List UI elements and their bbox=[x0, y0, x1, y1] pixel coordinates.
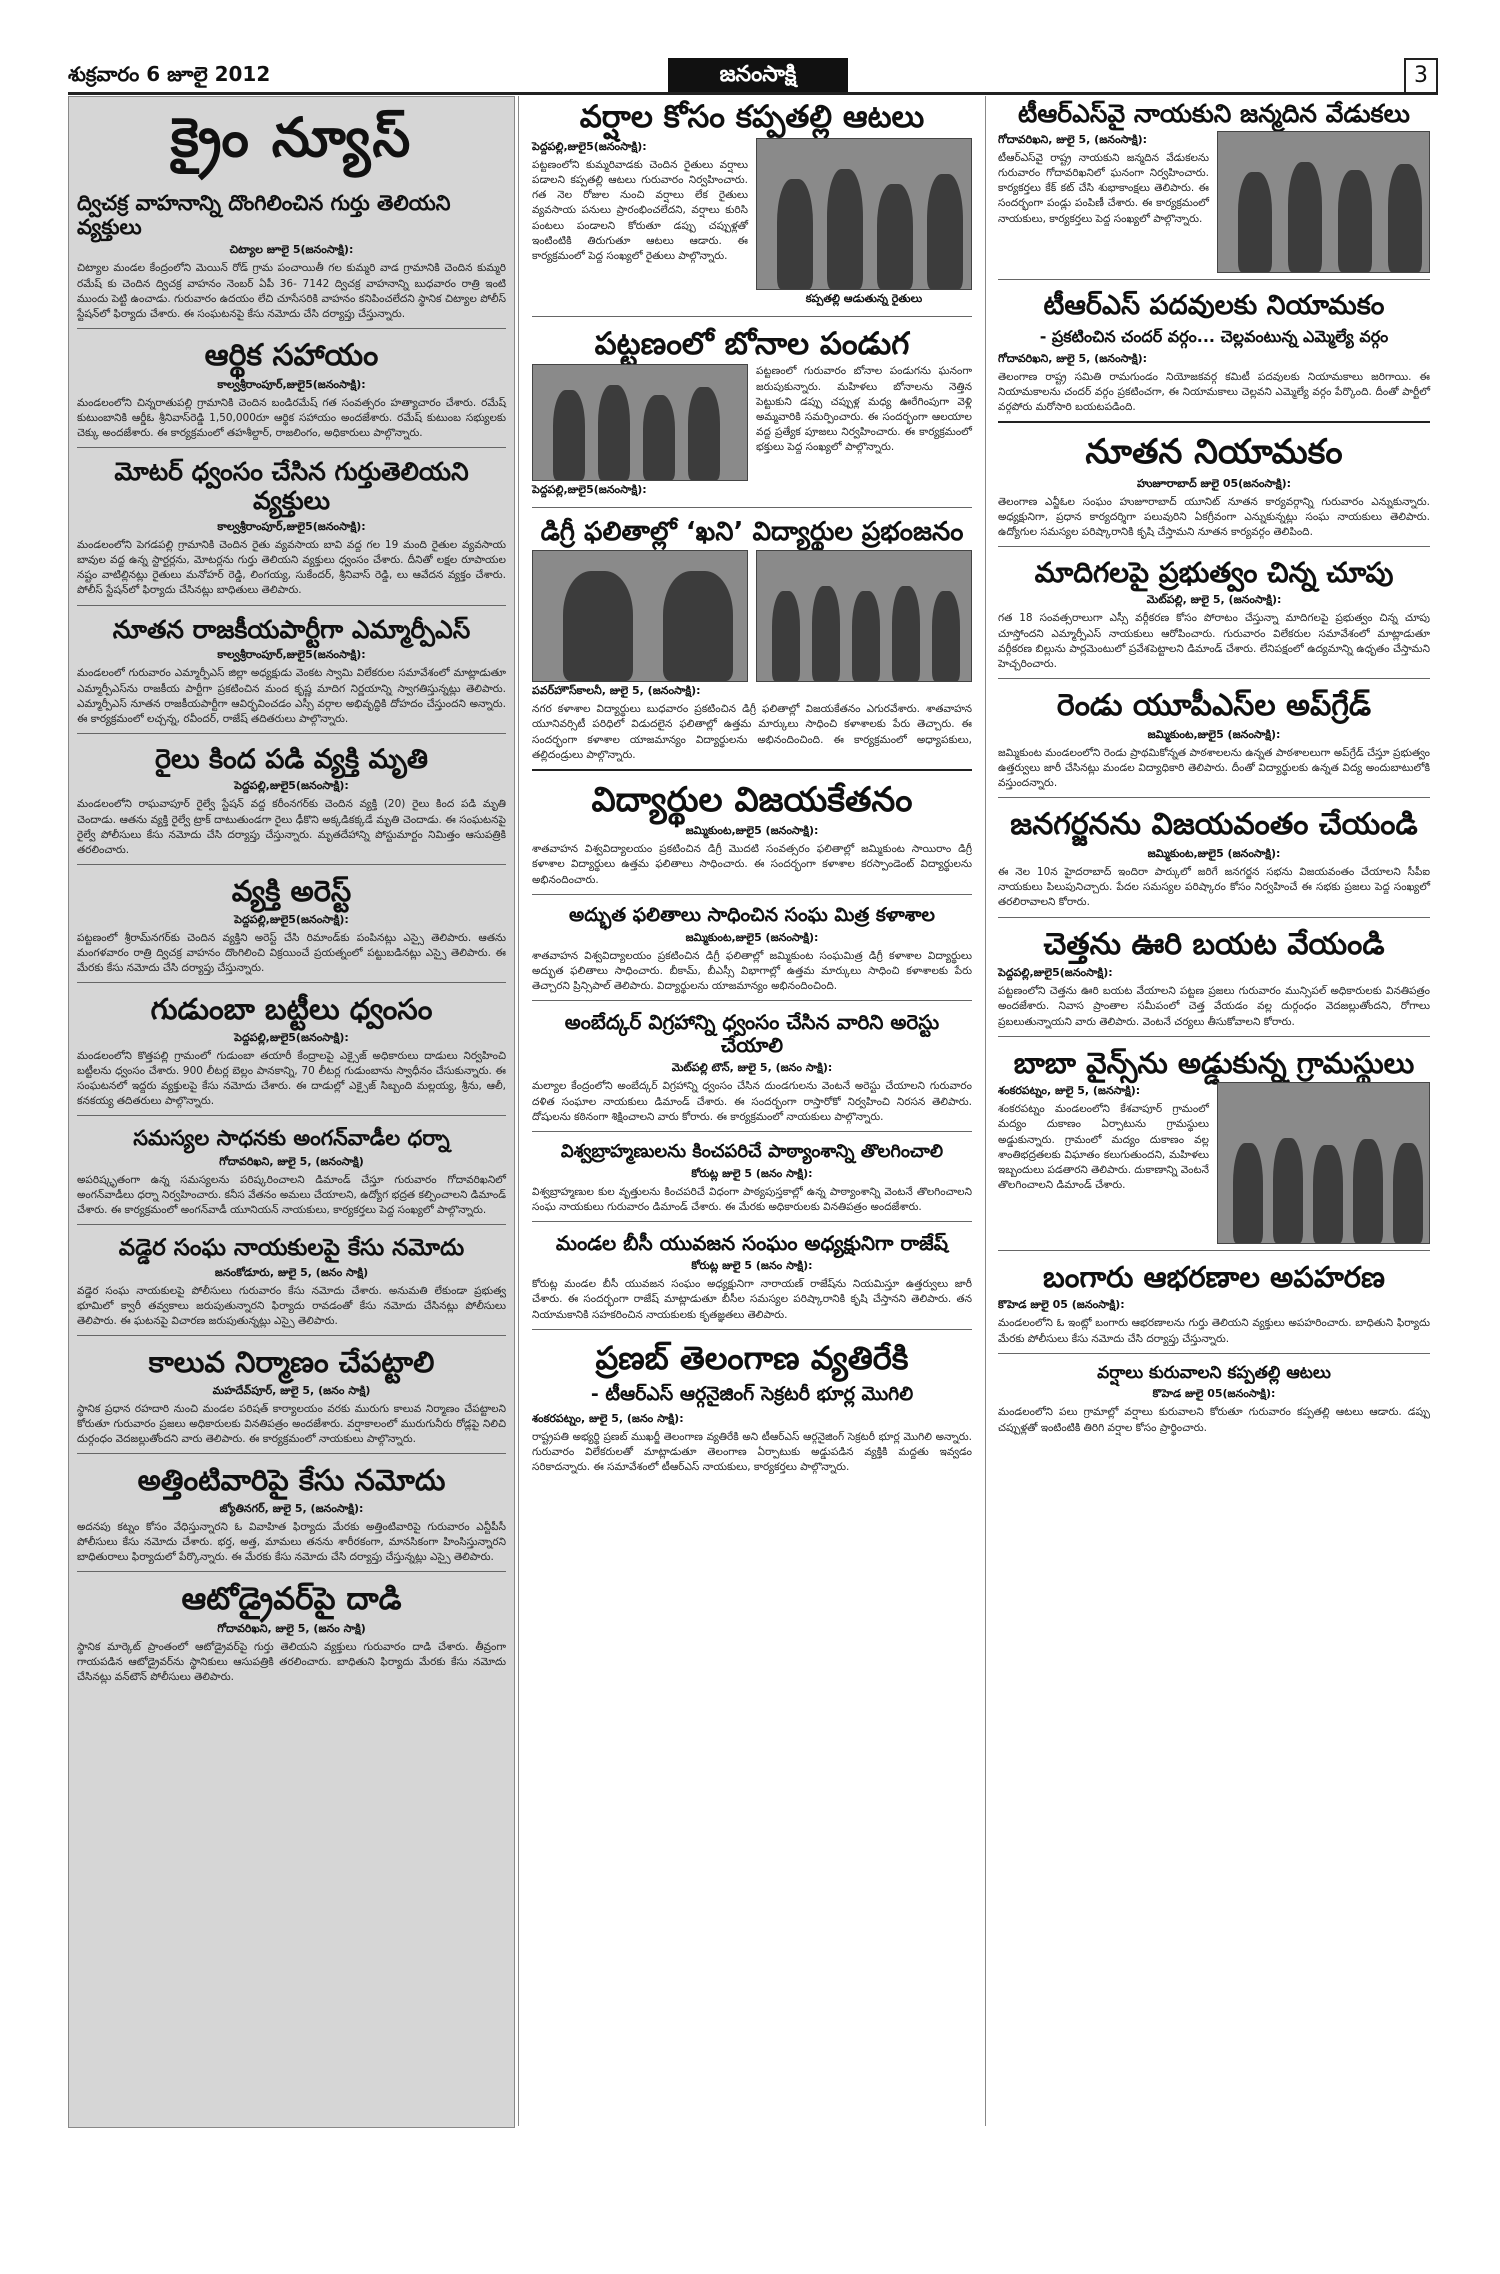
article-body: మండలంలో గురువారం ఎమ్మార్పీఎస్ జిల్లా అధ్యక్షుడు వెంకట స్వామి విలేకరుల సమావేశంలో మాట్లాడుతూ ఎమ్మార్పీఎస్‌ను రాజకీయ పార్టీగా ప్రకటించిన మంద కృష్ణ మాదిగ నిర్ణయాన్ని స్వాగతిస్తున్నట్లు తెలిపారు. ఎమ్మార్పీఎస్ నూతన రాజకీయపార్టీగా ఆవిర్భవించడం ఎస్సీ వర్గాల అభివృద్ధికి దోహదం చేస్తుందని అన్నారు. ఈ కార్యక్రమంలో లచ్చన్న, రవీందర్, రాజేష్ తదితరులు పాల్గొన్నారు. bbox=[77, 667, 506, 726]
divider bbox=[77, 1571, 506, 1572]
article-dateline: పెద్దపల్లి,జులై5(జనంసాక్షి): bbox=[234, 912, 349, 926]
article-dateline: జ్యోతినగర్, జులై 5, (జనంసాక్షి): bbox=[219, 1501, 364, 1515]
article-headline: రైలు కింద పడి వ్యక్తి మృతి bbox=[155, 744, 428, 776]
article-headline: రెండు యూపీఎస్‌ల అప్‌గ్రేడ్ bbox=[1056, 688, 1372, 724]
article bbox=[524, 777, 980, 895]
article-dateline: కాల్వశ్రీరాంపూర్,జులై5(జనంసాక్షి): bbox=[217, 648, 366, 662]
article-headline: ప్రణబ్ తెలంగాణ వ్యతిరేకి bbox=[595, 1338, 909, 1377]
article-headline: ఆటోడ్రైవర్‌పై దాడి bbox=[181, 1581, 402, 1618]
article-dateline: కాల్వశ్రీరాంపూర్,జులై5(జనంసాక్షి): bbox=[217, 377, 366, 391]
column-divider bbox=[518, 96, 519, 2126]
divider bbox=[998, 1250, 1430, 1251]
article-headline: వర్షాల కోసం కప్పతల్లి ఆటలు bbox=[579, 99, 925, 135]
divider bbox=[532, 1131, 972, 1132]
rain-ritual-photo bbox=[756, 138, 972, 290]
article-headline: మోటర్ ధ్వంసం చేసిన గుర్తుతెలియని వ్యక్తులు bbox=[114, 457, 469, 516]
divider bbox=[77, 1224, 506, 1225]
article-dateline: పెద్దపల్లి,జులై5(జనంసాక్షి): bbox=[532, 139, 647, 153]
article-body: గత 18 సంవత్సరాలుగా ఎస్సీ వర్గీకరణ కోసం పోరాటం చేస్తున్నా మాదిగలపై ప్రభుత్వం చిన్న చూపు చూస్తోందని ఎమ్మార్పీఎస్ నాయకులు ఆరోపించారు. గురువారం విలేకరుల సమావేశంలో మాట్లాడుతూ వర్గీకరణ బిల్లును పార్లమెంటులో ప్రవేశపెట్టాలని డిమాండ్ చేశారు. లేనిపక్షంలో ఉద్యమాన్ని ఉధృతం చేస్తామని హెచ్చరించారు. bbox=[998, 612, 1430, 671]
article-row bbox=[998, 1082, 1430, 1244]
divider bbox=[532, 769, 972, 771]
article-headline: కాలువ నిర్మాణం చేపట్టాలి bbox=[148, 1345, 435, 1380]
article bbox=[69, 1460, 514, 1572]
divider bbox=[998, 1036, 1430, 1037]
article bbox=[524, 901, 980, 1002]
article-dateline: కోరుట్ల జులై 5 (జనం సాక్షి): bbox=[691, 1259, 813, 1273]
article-headline: నూతన నియామకం bbox=[1085, 432, 1343, 473]
student-group-photo bbox=[756, 550, 972, 682]
article bbox=[524, 323, 980, 509]
article-dateline: గోదావరిఖని, జులై 5, (జనంసాక్షి): bbox=[998, 132, 1148, 146]
divider bbox=[998, 678, 1430, 679]
article-headline: అద్భుత ఫలితాలు సాధించిన సంఘ మిత్ర కళాశాల bbox=[569, 903, 935, 926]
article-dateline: శంకరపట్నం, జులై 5, (జనసాక్షి): bbox=[998, 1084, 1141, 1098]
article-dateline: హుజూరాబాద్ జులై 05(జనంసాక్షి): bbox=[1136, 476, 1292, 490]
article-headline: ద్విచక్ర వాహనాన్ని దొంగిలించిన గుర్తు తెలియని వ్యక్తులు bbox=[77, 191, 451, 240]
article-dateline: మెట్‌పల్లి టౌన్, జులై 5, (జనం సాక్షి): bbox=[671, 1061, 833, 1075]
article-body: మండలంలోని చిన్నరాతుపల్లి గ్రామానికి చెందిన బండిరమేష్ గత సంవత్సరం హత్యాచారం చేశారు. రమేష్ కుటుంబానికి ఆర్డీఓ శ్రీనివాస్‌రెడ్డి 1,50,000రూ ఆర్థిక సహాయం అందజేశారు. రమేష్ కుటుంబ సభ్యులకు చెక్కు అందజేశారు. ఈ కార్యక్రమంలో తహశీల్దార్, రాజలింగం, అధికారులు పాల్గొన్నారు. bbox=[77, 396, 506, 440]
article-dateline: గోదావరిఖని, జులై 5, (జనం సాక్షి) bbox=[217, 1621, 366, 1635]
article bbox=[990, 286, 1438, 424]
article-dateline: కొహెడ జులై 05(జనంసాక్షి): bbox=[1152, 1387, 1276, 1401]
article-headline: అంబేద్కర్ విగ్రహాన్ని ధ్వంసం చేసిన వారిని అరెస్టు చేయాలి bbox=[564, 1010, 940, 1058]
divider bbox=[77, 605, 506, 606]
article-body: తెలంగాణ రాష్ట్ర సమితి రామగుండం నియోజకవర్గ కమిటీ పదవులకు నియామకాలు జరిగాయి. ఈ నియామకాలను చందర్ వర్గం ప్రకటించగా, ఈ నియామకాలు చెల్లవని ఎమ్మెల్యే వర్గం పేర్కొంది. దీంతో పార్టీలో వర్గపోరు మరోసారి బయటపడింది. bbox=[998, 370, 1430, 414]
article-headline: సమస్యల సాధనకు అంగన్‌వాడీల ధర్నా bbox=[133, 1126, 450, 1151]
villagers-protest-photo bbox=[1217, 1082, 1430, 1244]
article-dateline: కాల్వశ్రీరాంపూర్,జులై5(జనంసాక్షి): bbox=[217, 519, 366, 533]
article-dateline: జమ్మికుంట,జులై5 (జనంసాక్షి): bbox=[1147, 846, 1281, 860]
article-headline: డిగ్రీ ఫలితాల్లో ‘ఖని’ విద్యార్థుల ప్రభంజనం bbox=[540, 517, 964, 548]
divider bbox=[998, 279, 1430, 280]
article-body: శాతవాహన విశ్వవిద్యాలయం ప్రకటించిన డిగ్రీ మొదటి సంవత్సరం ఫలితాల్లో జమ్మికుంట సాయిరాం డిగ్రీ కళాశాల విద్యార్థులు ఉత్తమ ఫలితాలు సాధించారు. ఈ సందర్భంగా కళాశాల కరస్పాండెంట్ విద్యార్థులను అభినందించారు. bbox=[532, 843, 972, 886]
article-headline: విద్యార్థుల విజయకేతనం bbox=[591, 780, 913, 821]
article bbox=[69, 1342, 514, 1454]
article bbox=[69, 1122, 514, 1225]
bonalu-festival-photo bbox=[532, 364, 748, 481]
article-headline: విశ్వబ్రాహ్మణులను కించపరిచే పాఠ్యాంశాన్ని తొలగించాలి bbox=[560, 1140, 944, 1162]
article-body: విశ్వబ్రాహ్మణుల కుల వృత్తులను కించపరిచే విధంగా పాఠ్యపుస్తకాల్లో ఉన్న పాఠ్యాంశాన్ని వెంటనే తొలగించాలని సంఘ నాయకులు గురువారం డిమాండ్ చేశారు. ఈ మేరకు అధికారులకు వినతిపత్రం అందజేశారు. bbox=[532, 1185, 972, 1213]
article-body: పట్టణంలోని చెత్తను ఊరి బయట వేయాలని పట్టణ ప్రజలు గురువారం మున్సిపల్ అధికారులకు వినతిపత్రం అందజేశారు. నివాస ప్రాంతాల సమీపంలో చెత్త వేయడం వల్ల దుర్గంధం వెదజల్లుతోందని, రోగాలు ప్రబలుతున్నాయని వారు తెలిపారు. వెంటనే చర్యలు తీసుకోవాలని కోరారు. bbox=[998, 985, 1430, 1028]
article-row bbox=[998, 131, 1430, 273]
middle-column bbox=[524, 96, 980, 2126]
article bbox=[69, 1231, 514, 1336]
student-portrait-photos bbox=[532, 550, 748, 682]
article-dateline: పెద్దపల్లి,జులై5(జనంసాక్షి): bbox=[234, 1030, 349, 1044]
divider bbox=[532, 1000, 972, 1001]
article-subhead: - ప్రకటించిన చందర్ వర్గం... చెల్లవంటున్న ఎమ్మెల్యే వర్గం bbox=[1039, 326, 1389, 346]
article-body: మల్యాల కేంద్రంలోని అంబేద్కర్ విగ్రహాన్ని ధ్వంసం చేసిన దుండగులను వెంటనే అరెస్టు చేయాలని గురువారం దళిత సంఘాల నాయకులు డిమాండ్ చేశారు. ఈ సందర్భంగా రాస్తారోకో నిర్వహించి నిరసన తెలిపారు. దోషులను కఠినంగా శిక్షించాలని వారు కోరారు. ఈ కార్యక్రమంలో నాయకులు పాల్గొన్నారు. bbox=[532, 1080, 972, 1123]
article-body: పట్టణంలో శ్రీరామ్‌నగర్‌కు చెందిన వ్యక్తిని అరెస్ట్ చేసి రిమాండ్‌కు పంపినట్లు ఎస్సై తెలిపారు. ఆతను మంగళవారం రాత్రి ద్విచక్ర వాహనం దొంగిలించి విక్రయించే ప్రయత్నంలో పట్టుబడినట్లు ఎస్సై తెలిపారు. ఈ మేరకు కేసు నమోదు చేసి దర్యాప్తు చేస్తున్నారు. bbox=[77, 931, 506, 975]
article-dateline: పెద్దపల్లి,జులై5(జనంసాక్షి): bbox=[234, 779, 349, 793]
article-body: పట్టణంలో గురువారం బోనాల పండుగను ఘనంగా జరుపుకున్నారు. మహిళలు బోనాలను నెత్తిన పెట్టుకుని డప్పు చప్పుళ్ల మధ్య ఊరేగింపుగా వెళ్లి అమ్మవారికి సమర్పించారు. ఈ సందర్భంగా ఆలయాల వద్ద ప్రత్యేక పూజలు నిర్వహించారు. ఈ కార్యక్రమంలో భక్తులు పెద్ద సంఖ్యలో పాల్గొన్నారు. bbox=[756, 365, 972, 454]
article-headline: వ్యక్తి అరెస్ట్ bbox=[231, 874, 352, 909]
crime-news-logo bbox=[69, 105, 514, 183]
page-header bbox=[68, 58, 1438, 95]
article-dateline: మెట్‌పల్లి, జులై 5, (జనంసాక్షి): bbox=[1146, 593, 1282, 607]
article-dateline: పెద్దపల్లి,జులై5(జనంసాక్షి): bbox=[998, 966, 1113, 980]
article-body: టీఆర్ఎస్‌వై రాష్ట్ర నాయకుని జన్మదిన వేడుకలను గురువారం గోదావరిఖనిలో ఘనంగా నిర్వహించారు. కార్యకర్తలు కేక్ కట్ చేసి శుభాకాంక్షలు తెలిపారు. ఈ సందర్భంగా పండ్లు పంపిణీ చేశారు. ఈ కార్యక్రమంలో నాయకులు, కార్యకర్తలు పెద్ద సంఖ్యలో పాల్గొన్నారు. bbox=[998, 151, 1209, 225]
photo-caption: కప్పతల్లి ఆడుతున్న రైతులు bbox=[805, 291, 923, 305]
article bbox=[990, 1360, 1438, 1436]
article-row bbox=[532, 364, 972, 501]
divider bbox=[532, 894, 972, 895]
article bbox=[990, 804, 1438, 917]
article bbox=[990, 685, 1438, 798]
divider bbox=[77, 864, 506, 865]
article bbox=[69, 1578, 514, 1685]
article-dateline: పవర్‌హౌస్‌కాలనీ, జులై 5, (జనంసాక్షి): bbox=[532, 684, 701, 698]
article bbox=[524, 1138, 980, 1222]
article-body: స్థానిక ప్రధాన రహదారి నుంచి మండల పరిషత్ కార్యాలయం వరకు మురుగు కాలువ నిర్మాణం చేపట్టాలని కోరుతూ గురువారం ప్రజలు అధికారులకు వినతిపత్రం అందజేశారు. వర్షాకాలంలో మురుగునీరు రోడ్లపై నిలిచి దుర్గంధం వెదజల్లుతోందని వారు తెలిపారు. ఈ కార్యక్రమంలో నాయకులు పాల్గొన్నారు. bbox=[77, 1402, 506, 1446]
article-headline: బాబా వైన్స్‌ను అడ్డుకున్న గ్రామస్థులు bbox=[1013, 1045, 1415, 1080]
article bbox=[69, 454, 514, 605]
divider bbox=[532, 1329, 972, 1330]
article bbox=[524, 96, 980, 317]
article-headline: మాదిగలపై ప్రభుత్వం చిన్న చూపు bbox=[1034, 556, 1394, 590]
article-dateline: జమ్మికుంట,జులై5 (జనంసాక్షి): bbox=[1147, 727, 1281, 741]
article bbox=[69, 187, 514, 329]
divider bbox=[998, 797, 1430, 798]
article-body: వడ్డెర సంఘ నాయకులపై పోలీసులు గురువారం కేసు నమోదు చేశారు. అనుమతి లేకుండా ప్రభుత్వ భూమిలో క్వారీ తవ్వకాలు జరుపుతున్నారని ఫిర్యాదు రావడంతో కేసు నమోదు చేసినట్లు పోలీసులు తెలిపారు. ఈ ఘటనపై విచారణ జరుపుతున్నట్లు ఎస్సై తెలిపారు. bbox=[77, 1284, 506, 1328]
article-body: ఈ నెల 10న హైదరాబాద్ ఇందిరా పార్కులో జరిగే జనగర్జన సభను విజయవంతం చేయాలని సీపీఐ నాయకులు పిలుపునిచ్చారు. పేదల సమస్యల పరిష్కారం కోసం నిర్వహించే ఈ సభకు ప్రజలు పెద్ద సంఖ్యలో తరలిరావాలని కోరారు. bbox=[998, 865, 1430, 909]
article bbox=[990, 1257, 1438, 1354]
article-body: శాతవాహన విశ్వవిద్యాలయం ప్రకటించిన డిగ్రీ ఫలితాల్లో జమ్మికుంట సంఘమిత్ర డిగ్రీ కళాశాల విద్యార్థులు అద్భుత ఫలితాలు సాధించారు. బీకామ్, బీఎస్సీ విభాగాల్లో ఉత్తమ మార్కులు సాధించి కళాశాలకు పేరు తెచ్చారని ప్రిన్సిపాల్ తెలిపారు. విద్యార్థులను యాజమాన్యం అభినందించింది. bbox=[532, 949, 972, 993]
article bbox=[990, 429, 1438, 547]
article bbox=[69, 740, 514, 865]
article-headline: ఆర్థిక సహాయం bbox=[204, 338, 379, 374]
divider bbox=[77, 447, 506, 448]
article-body: మండలంలోని పలు గ్రామాల్లో వర్షాలు కురువాలని కోరుతూ గురువారం కప్పతల్లి ఆటలు ఆడారు. డప్పు చప్పుళ్లతో ఇంటింటికి తిరిగి వర్షాల కోసం ప్రార్థించారు. bbox=[998, 1406, 1430, 1434]
article-row bbox=[532, 550, 972, 682]
article-headline: అత్తింటివారిపై కేసు నమోదు bbox=[137, 1463, 446, 1498]
article-dateline: కోరుట్ల జులై 5 (జనం సాక్షి): bbox=[691, 1166, 813, 1180]
article-dateline: జనంకోడూరు, జులై 5, (జనం సాక్షి) bbox=[214, 1265, 369, 1279]
divider bbox=[532, 1221, 972, 1222]
article bbox=[524, 1228, 980, 1330]
article-body: స్థానిక మార్కెట్ ప్రాంతంలో ఆటోడ్రైవర్‌పై గుర్తు తెలియని వ్యక్తులు గురువారం దాడి చేశారు. తీవ్రంగా గాయపడిన ఆటోడ్రైవర్‌ను స్థానికులు ఆసుపత్రికి తరలించారు. బాధితుని ఫిర్యాదు మేరకు కేసు నమోదు చేసినట్లు వన్‌టౌన్ పోలీసులు తెలిపారు. bbox=[77, 1640, 506, 1684]
article bbox=[990, 96, 1438, 280]
article-dateline: చిట్యాల జూలై 5(జనంసాక్షి): bbox=[229, 243, 354, 257]
article-dateline: జమ్మికుంట,జులై5 (జనంసాక్షి): bbox=[685, 824, 819, 838]
article-body: మండలంలోని ఓ ఇంట్లో బంగారు ఆభరణాలను గుర్తు తెలియని వ్యక్తులు అపహరించారు. బాధితుని ఫిర్యాదు మేరకు పోలీసులు కేసు నమోదు చేసి దర్యాప్తు చేస్తున్నారు. bbox=[998, 1317, 1430, 1345]
article-headline: చెత్తను ఊరి బయట వేయండి bbox=[1043, 926, 1385, 962]
divider bbox=[77, 982, 506, 983]
article-body: తెలంగాణ ఎన్జీఓల సంఘం హుజూరాబాద్ యూనిట్ నూతన కార్యవర్గాన్ని గురువారం ఎన్నుకున్నారు. అధ్యక్షునిగా, ప్రధాన కార్యదర్శిగా పలువురిని ఏకగ్రీవంగా ఎన్నుకున్నట్లు సంఘ నాయకులు తెలిపారు. ఉద్యోగుల సమస్యల పరిష్కారానికి కృషి చేస్తామని నూతన కార్యవర్గం తెలిపింది. bbox=[998, 495, 1430, 538]
divider bbox=[77, 733, 506, 734]
divider bbox=[998, 546, 1430, 547]
divider bbox=[998, 1353, 1430, 1354]
divider bbox=[532, 316, 972, 317]
article-body: చిట్యాల మండల కేంద్రంలోని మెయిన్ రోడ్ గ్రామ పంచాయితీ గల కుమ్మరి వాడ గ్రామానికి చెందిన కుమ్మరి రమేష్ కు చెందిన ద్విచక్ర వాహనం నెంబర్ ఏపీ 36- 7142 ద్విచక్ర వాహనాన్ని బుధవారం రాత్రి ఇంటి ముందు పెట్టి ఉంచాడు. గురువారం ఉదయం లేచి చూసేసరికి వాహనం కనిపించలేదని స్థానిక చిట్యాల పోలీస్ స్టేషన్‌లో ఫిర్యాదు చేశారు. ఈ సంఘటనపై కేసు నమోదు చేసి దర్యాప్తు చేస్తున్నారు. bbox=[77, 262, 506, 320]
article-headline: మండల బీసీ యువజన సంఘం అధ్యక్షునిగా రాజేష్ bbox=[555, 1231, 949, 1256]
article-headline: టీఆర్ఎస్ పదవులకు నియామకం bbox=[1043, 289, 1385, 321]
page-number: 3 bbox=[1404, 58, 1438, 94]
crime-news-column bbox=[68, 96, 515, 2128]
article bbox=[990, 924, 1438, 1037]
article bbox=[524, 1007, 980, 1132]
article-body: అపరిష్కృతంగా ఉన్న సమస్యలను పరిష్కరించాలని డిమాండ్ చేస్తూ గురువారం గోదావరిఖనిలో అంగన్‌వాడీలు ధర్నా నిర్వహించారు. కనీస వేతనం అమలు చేయాలని, ఉద్యోగ భద్రత కల్పించాలని డిమాండ్ చేశారు. ఈ కార్యక్రమంలో అంగన్‌వాడీ యూనియన్ నాయకులు, కార్యకర్తలు పెద్ద సంఖ్యలో పాల్గొన్నారు. bbox=[77, 1173, 506, 1217]
article-body: రాష్ట్రపతి అభ్యర్థి ప్రణబ్ ముఖర్జీ తెలంగాణ వ్యతిరేకి అని టీఆర్ఎస్ ఆర్గనైజింగ్ సెక్రటరీ భూర్ల మొగిలి అన్నారు. గురువారం విలేకరులతో మాట్లాడుతూ తెలంగాణ ఏర్పాటుకు అడ్డుపడిన వ్యక్తికి మద్దతు ఇవ్వడం సరికాదన్నారు. ఈ సమావేశంలో టీఆర్ఎస్ నాయకులు, కార్యకర్తలు పాల్గొన్నారు. bbox=[532, 1430, 972, 1473]
article bbox=[69, 989, 514, 1116]
article-headline: జనగర్జనను విజయవంతం చేయండి bbox=[1010, 807, 1418, 843]
article-dateline: పెద్దపల్లి,జులై5(జనంసాక్షి): bbox=[532, 483, 647, 497]
article-headline: పట్టణంలో బోనాల పండుగ bbox=[594, 325, 910, 362]
article-headline: గుడుంబా బట్టీలు ధ్వంసం bbox=[150, 992, 433, 1027]
divider bbox=[77, 1115, 506, 1116]
article bbox=[69, 612, 514, 735]
divider bbox=[77, 1335, 506, 1336]
article-dateline: కొహెడ జులై 05 (జనంసాక్షి): bbox=[998, 1298, 1125, 1312]
article-body: శంకరపట్నం మండలంలోని కేశవాపూర్ గ్రామంలో మద్యం దుకాణం ఏర్పాటును గ్రామస్థులు అడ్డుకున్నారు. గ్రామంలో మద్యం దుకాణం వల్ల శాంతిభద్రతలకు విఘాతం కలుగుతుందని, మహిళలు ఇబ్బందులు పడతారని తెలిపారు. దుకాణాన్ని వెంటనే తొలగించాలని డిమాండ్ చేశారు. bbox=[998, 1103, 1209, 1192]
article-dateline: శంకరపట్నం, జులై 5, (జనం సాక్షి): bbox=[532, 1411, 684, 1425]
article bbox=[524, 1336, 980, 1475]
article-headline: బంగారు ఆభరణాల అపహరణ bbox=[1043, 1260, 1385, 1295]
article-dateline: జమ్మికుంట,జులై5 (జనంసాక్షి): bbox=[685, 930, 819, 944]
crime-news-logo-text: క్రైం న్యూస్ bbox=[170, 105, 413, 169]
article-dateline: మహదేవ్‌పూర్, జులై 5, (జనం సాక్షి) bbox=[212, 1383, 371, 1397]
article-body: పట్టణంలోని కుమ్మరివాడకు చెందిన రైతులు వర్షాలు పడాలని కప్పతల్లి ఆటలు గురువారం నిర్వహించారు. గత నెల రోజుల నుంచి వర్షాలు లేక రైతులు వ్యవసాయ పనులు ప్రారంభించలేదని, వర్షాలు కురిసి పంటలు పండాలని కోరుతూ డప్పు చప్పుళ్లతో ఇంటింటికి తిరుగుతూ ఆటలు ఆడారు. ఈ కార్యక్రమంలో పెద్ద సంఖ్యలో రైతులు పాల్గొన్నారు. bbox=[532, 158, 748, 262]
masthead-logo: జనంసాక్షి bbox=[668, 58, 848, 92]
right-column bbox=[990, 96, 1438, 2126]
article-body: మండలంలోని పెగడపల్లి గ్రామానికి చెందిన రైతు వ్యవసాయ బావి వద్ద గల 19 మంది రైతుల వ్యవసాయ బావుల వద్ద ఉన్న స్టార్టర్లను, మోటర్లను గుర్తు తెలియని వ్యక్తులు ధ్వంసం చేశారు. దీనితో లక్షల రూపాయల నష్టం వాటిల్లినట్లు రైతులు మనోహర్ రెడ్డి, లింగయ్య, సుకేందర్, శ్రీనివాస్ రెడ్డి, లు ఆవేదన వ్యక్తం చేశారు. పోలీస్ స్టేషన్‌లో ఫిర్యాదు చేసినట్లు బాధితులు తెలిపారు. bbox=[77, 538, 506, 597]
article bbox=[990, 553, 1438, 679]
article bbox=[69, 335, 514, 448]
divider bbox=[77, 1453, 506, 1454]
divider bbox=[77, 328, 506, 329]
article-body: కోరుట్ల మండల బీసీ యువజన సంఘం అధ్యక్షునిగా నారాయణ్ రాజేష్‌ను నియమిస్తూ ఉత్తర్వులు జారీ చేశారు. ఈ సందర్భంగా రాజేష్ మాట్లాడుతూ బీసీల సమస్యల పరిష్కారానికి కృషి చేస్తానని తెలిపారు. తన నియామకానికి సహకరించిన నాయకులకు కృతజ్ఞతలు తెలిపారు. bbox=[532, 1278, 972, 1321]
divider bbox=[998, 421, 1430, 423]
divider bbox=[532, 507, 972, 508]
column-divider bbox=[985, 96, 986, 2126]
article-body: నగర కళాశాల విద్యార్థులు బుధవారం ప్రకటించిన డిగ్రీ ఫలితాల్లో విజయకేతనం ఎగురవేశారు. శాతవాహన యూనివర్సిటీ పరిధిలో విడుదలైన ఫలితాల్లో ఉత్తమ మార్కులు సాధించి కళాశాలకు పేరు తెచ్చారు. ఈ సందర్భంగా కళాశాల యాజమాన్యం విద్యార్థులను అభినందించింది. ఈ కార్యక్రమంలో అధ్యాపకులు, తల్లిదండ్రులు పాల్గొన్నారు. bbox=[532, 703, 972, 761]
article-headline: వడ్డెర సంఘ నాయకులపై కేసు నమోదు bbox=[118, 1235, 465, 1262]
birthday-celebration-photo bbox=[1217, 131, 1430, 273]
article-dateline: గోదావరిఖని, జులై 5, (జనంసాక్షి): bbox=[998, 351, 1148, 365]
article bbox=[69, 871, 514, 983]
divider bbox=[998, 917, 1430, 918]
article bbox=[524, 514, 980, 771]
article-headline: నూతన రాజకీయపార్టీగా ఎమ్మార్పీఎస్ bbox=[112, 614, 471, 644]
article-headline: టీఆర్ఎస్‌వై నాయకుని జన్మదిన వేడుకలు bbox=[1018, 99, 1410, 128]
issue-date: శుక్రవారం 6 జూలై 2012 bbox=[68, 62, 271, 86]
article-dateline: గోదావరిఖని, జులై 5, (జనంసాక్షి) bbox=[219, 1154, 364, 1168]
article-body: అదనపు కట్నం కోసం వేధిస్తున్నారని ఓ వివాహిత ఫిర్యాదు మేరకు అత్తింటివారిపై గురువారం ఎన్టీపీసీ పోలీసులు కేసు నమోదు చేశారు. భర్త, అత్త, మామలు తనను శారీరకంగా, మానసికంగా హింసిస్తున్నారని బాధితురాలు ఫిర్యాదులో పేర్కొన్నారు. ఈ మేరకు కేసు నమోదు చేసి దర్యాప్తు చేస్తున్నట్లు ఎస్సై తెలిపారు. bbox=[77, 1520, 506, 1564]
article-headline: వర్షాలు కురువాలని కప్పతల్లి ఆటలు bbox=[1097, 1362, 1331, 1383]
article-row bbox=[532, 138, 972, 310]
article-body: జమ్మికుంట మండలంలోని రెండు ప్రాథమికోన్నత పాఠశాలలను ఉన్నత పాఠశాలలుగా అప్‌గ్రేడ్ చేస్తూ ప్రభుత్వం ఉత్తర్వులు జారీ చేసినట్లు మండల విద్యాధికారి తెలిపారు. దీంతో విద్యార్థులకు ఉన్నత విద్య అందుబాటులోకి వస్తుందన్నారు. bbox=[998, 746, 1430, 790]
article-subhead: - టీఆర్ఎస్ ఆర్గనైజింగ్ సెక్రటరీ భూర్ల మొగిలి bbox=[590, 1382, 914, 1405]
article bbox=[990, 1043, 1438, 1251]
article-body: మండలంలోని కొత్తపల్లి గ్రామంలో గుడుంబా తయారీ కేంద్రాలపై ఎక్సైజ్ అధికారులు దాడులు నిర్వహించి బట్టీలను ధ్వంసం చేశారు. 900 లీటర్ల బెల్లం పానకాన్ని, 70 లీటర్ల గుడుంబాను స్వాధీనం చేసుకున్నారు. ఈ సంఘటనలో ఇద్దరు వ్యక్తులపై కేసు నమోదు చేశారు. ఈ దాడుల్లో ఎక్సైజ్ సిబ్బంది మల్లయ్య, శ్రీను, ఆలీ, కనకయ్య తదితరులు పాల్గొన్నారు. bbox=[77, 1049, 506, 1108]
article-body: మండలంలోని రాఘవాపూర్ రైల్వే స్టేషన్ వద్ద కరీంనగర్‌కు చెందిన వ్యక్తి (20) రైలు కింద పడి మృతి చెందాడు. ఆతను వ్యక్తి రైల్వే ట్రాక్ దాటుతుండగా రైలు ఢీకొని అక్కడికక్కడే మృతి చెందాడు. ఈ సంఘటనపై రైల్వే పోలీసులు కేసు నమోదు చేసి దర్యాప్తు చేస్తున్నారు. మృతదేహాన్ని పోస్టుమార్టం నిమిత్తం ఆసుపత్రికి తరలించారు. bbox=[77, 798, 506, 857]
